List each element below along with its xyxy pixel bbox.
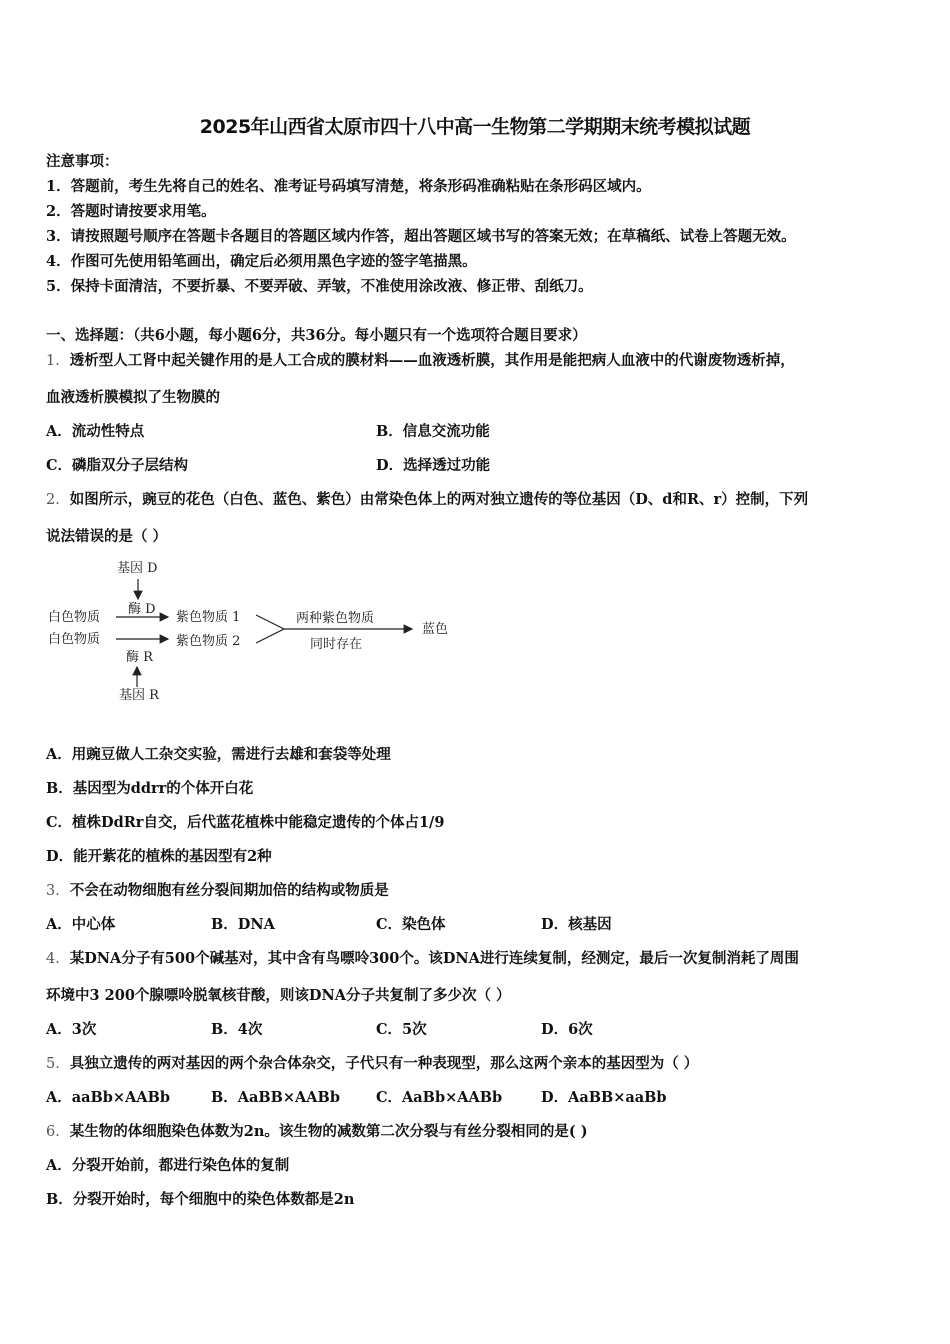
section-heading: 一、选择题：（共6小题，每小题6分，共36分。每小题只有一个选项符合题目要求） bbox=[46, 327, 587, 344]
merge-bracket bbox=[256, 615, 284, 643]
notice-item: 2．答题时请按要求用笔。 bbox=[46, 203, 216, 220]
notice-heading: 注意事项： bbox=[46, 153, 119, 170]
blue-label: 蓝色 bbox=[422, 622, 449, 637]
q1-option-b[interactable]: B．信息交流功能 bbox=[376, 423, 490, 440]
enzyme-d-label: 酶 D bbox=[128, 602, 156, 617]
q4-option-d[interactable]: D．6次 bbox=[541, 1021, 593, 1038]
question-2-stem: 2．如图所示，豌豆的花色（白色、蓝色、紫色）由常染色体上的两对独立遗传的等位基因（D、d和R、r）控制，下列 bbox=[46, 491, 809, 508]
q2-option-b[interactable]: B．基因型为ddrr的个体开白花 bbox=[46, 780, 254, 797]
question-2-stem-cont: 说法错误的是（ ） bbox=[46, 528, 168, 545]
notice-item: 3．请按照题号顺序在答题卡各题目的答题区域内作答，超出答题区域书写的答案无效；在草稿纸、试卷上答题无效。 bbox=[46, 228, 796, 245]
question-5-stem: 5．具独立遗传的两对基因的两个杂合体杂交，子代只有一种表现型，那么这两个亲本的基因型为（ ） bbox=[46, 1055, 699, 1072]
question-number: 3． bbox=[46, 883, 70, 899]
q2-option-c[interactable]: C．植株DdRr自交，后代蓝花植株中能稳定遗传的个体占1/9 bbox=[46, 814, 445, 831]
coexist-label: 同时存在 bbox=[310, 637, 363, 652]
q4-option-a[interactable]: A．3次 bbox=[46, 1021, 97, 1038]
question-4-stem: 4．某DNA分子有500个碱基对，其中含有鸟嘌呤300个。该DNA进行连续复制，经测定，最后一次复制消耗了周围 bbox=[46, 950, 799, 967]
question-number: 2． bbox=[46, 492, 70, 508]
q5-option-a[interactable]: A．aaBb×AABb bbox=[46, 1089, 170, 1106]
question-3-stem: 3．不会在动物细胞有丝分裂间期加倍的结构或物质是 bbox=[46, 882, 389, 899]
q3-option-c[interactable]: C．染色体 bbox=[376, 916, 446, 933]
both-purple-label: 两种紫色物质 bbox=[296, 611, 375, 626]
notice-item: 1．答题前，考生先将自己的姓名、准考证号码填写清楚，将条形码准确粘贴在条形码区域内。 bbox=[46, 178, 651, 195]
purple-substance-2: 紫色物质 2 bbox=[176, 634, 241, 649]
white-substance-2: 白色物质 bbox=[48, 632, 101, 647]
flower-color-pathway-diagram bbox=[40, 555, 470, 705]
gene-d-label: 基因 D bbox=[117, 561, 158, 576]
notice-item: 5．保持卡面清洁，不要折暴、不要弄破、弄皱，不准使用涂改液、修正带、刮纸刀。 bbox=[46, 278, 593, 295]
q2-option-d[interactable]: D．能开紫花的植株的基因型有2种 bbox=[46, 848, 272, 865]
question-1-stem: 1．透析型人工肾中起关键作用的是人工合成的膜材料——血液透析膜，其作用是能把病人血液中的代谢废物透析掉， bbox=[46, 352, 795, 369]
enzyme-r-label: 酶 R bbox=[126, 650, 153, 665]
question-6-stem: 6．某生物的体细胞染色体数为2n。该生物的减数第二次分裂与有丝分裂相同的是( ) bbox=[46, 1123, 588, 1140]
question-number: 4． bbox=[46, 951, 70, 967]
q3-option-d[interactable]: D．核基因 bbox=[541, 916, 612, 933]
q1-option-c[interactable]: C．磷脂双分子层结构 bbox=[46, 457, 189, 474]
question-number: 1． bbox=[46, 353, 70, 369]
q3-option-a[interactable]: A．中心体 bbox=[46, 916, 116, 933]
q6-option-b[interactable]: B．分裂开始时，每个细胞中的染色体数都是2n bbox=[46, 1191, 355, 1208]
notice-item: 4．作图可先使用铅笔画出，确定后必须用黑色字迹的签字笔描黑。 bbox=[46, 253, 477, 270]
q5-option-b[interactable]: B．AaBB×AABb bbox=[211, 1089, 340, 1106]
q1-option-a[interactable]: A．流动性特点 bbox=[46, 423, 145, 440]
question-number: 6． bbox=[46, 1124, 70, 1140]
q4-option-b[interactable]: B．4次 bbox=[211, 1021, 263, 1038]
q2-option-a[interactable]: A．用豌豆做人工杂交实验，需进行去雄和套袋等处理 bbox=[46, 746, 391, 763]
question-4-stem-cont: 环境中3 200个腺嘌呤脱氧核苷酸，则该DNA分子共复制了多少次（ ） bbox=[46, 987, 511, 1004]
q1-option-d[interactable]: D．选择透过功能 bbox=[376, 457, 491, 474]
question-number: 5． bbox=[46, 1056, 70, 1072]
q6-option-a[interactable]: A．分裂开始前，都进行染色体的复制 bbox=[46, 1157, 290, 1174]
q3-option-b[interactable]: B．DNA bbox=[211, 916, 275, 933]
q5-option-d[interactable]: D．AaBB×aaBb bbox=[541, 1089, 667, 1106]
q4-option-c[interactable]: C．5次 bbox=[376, 1021, 427, 1038]
question-1-stem-cont: 血液透析膜模拟了生物膜的 bbox=[46, 389, 220, 406]
q5-option-c[interactable]: C．AaBb×AABb bbox=[376, 1089, 503, 1106]
purple-substance-1: 紫色物质 1 bbox=[176, 610, 241, 625]
page-title: 2025年山西省太原市四十八中高一生物第二学期期末统考模拟试题 bbox=[199, 116, 751, 138]
white-substance-1: 白色物质 bbox=[48, 610, 101, 625]
gene-r-label: 基因 R bbox=[119, 688, 159, 703]
